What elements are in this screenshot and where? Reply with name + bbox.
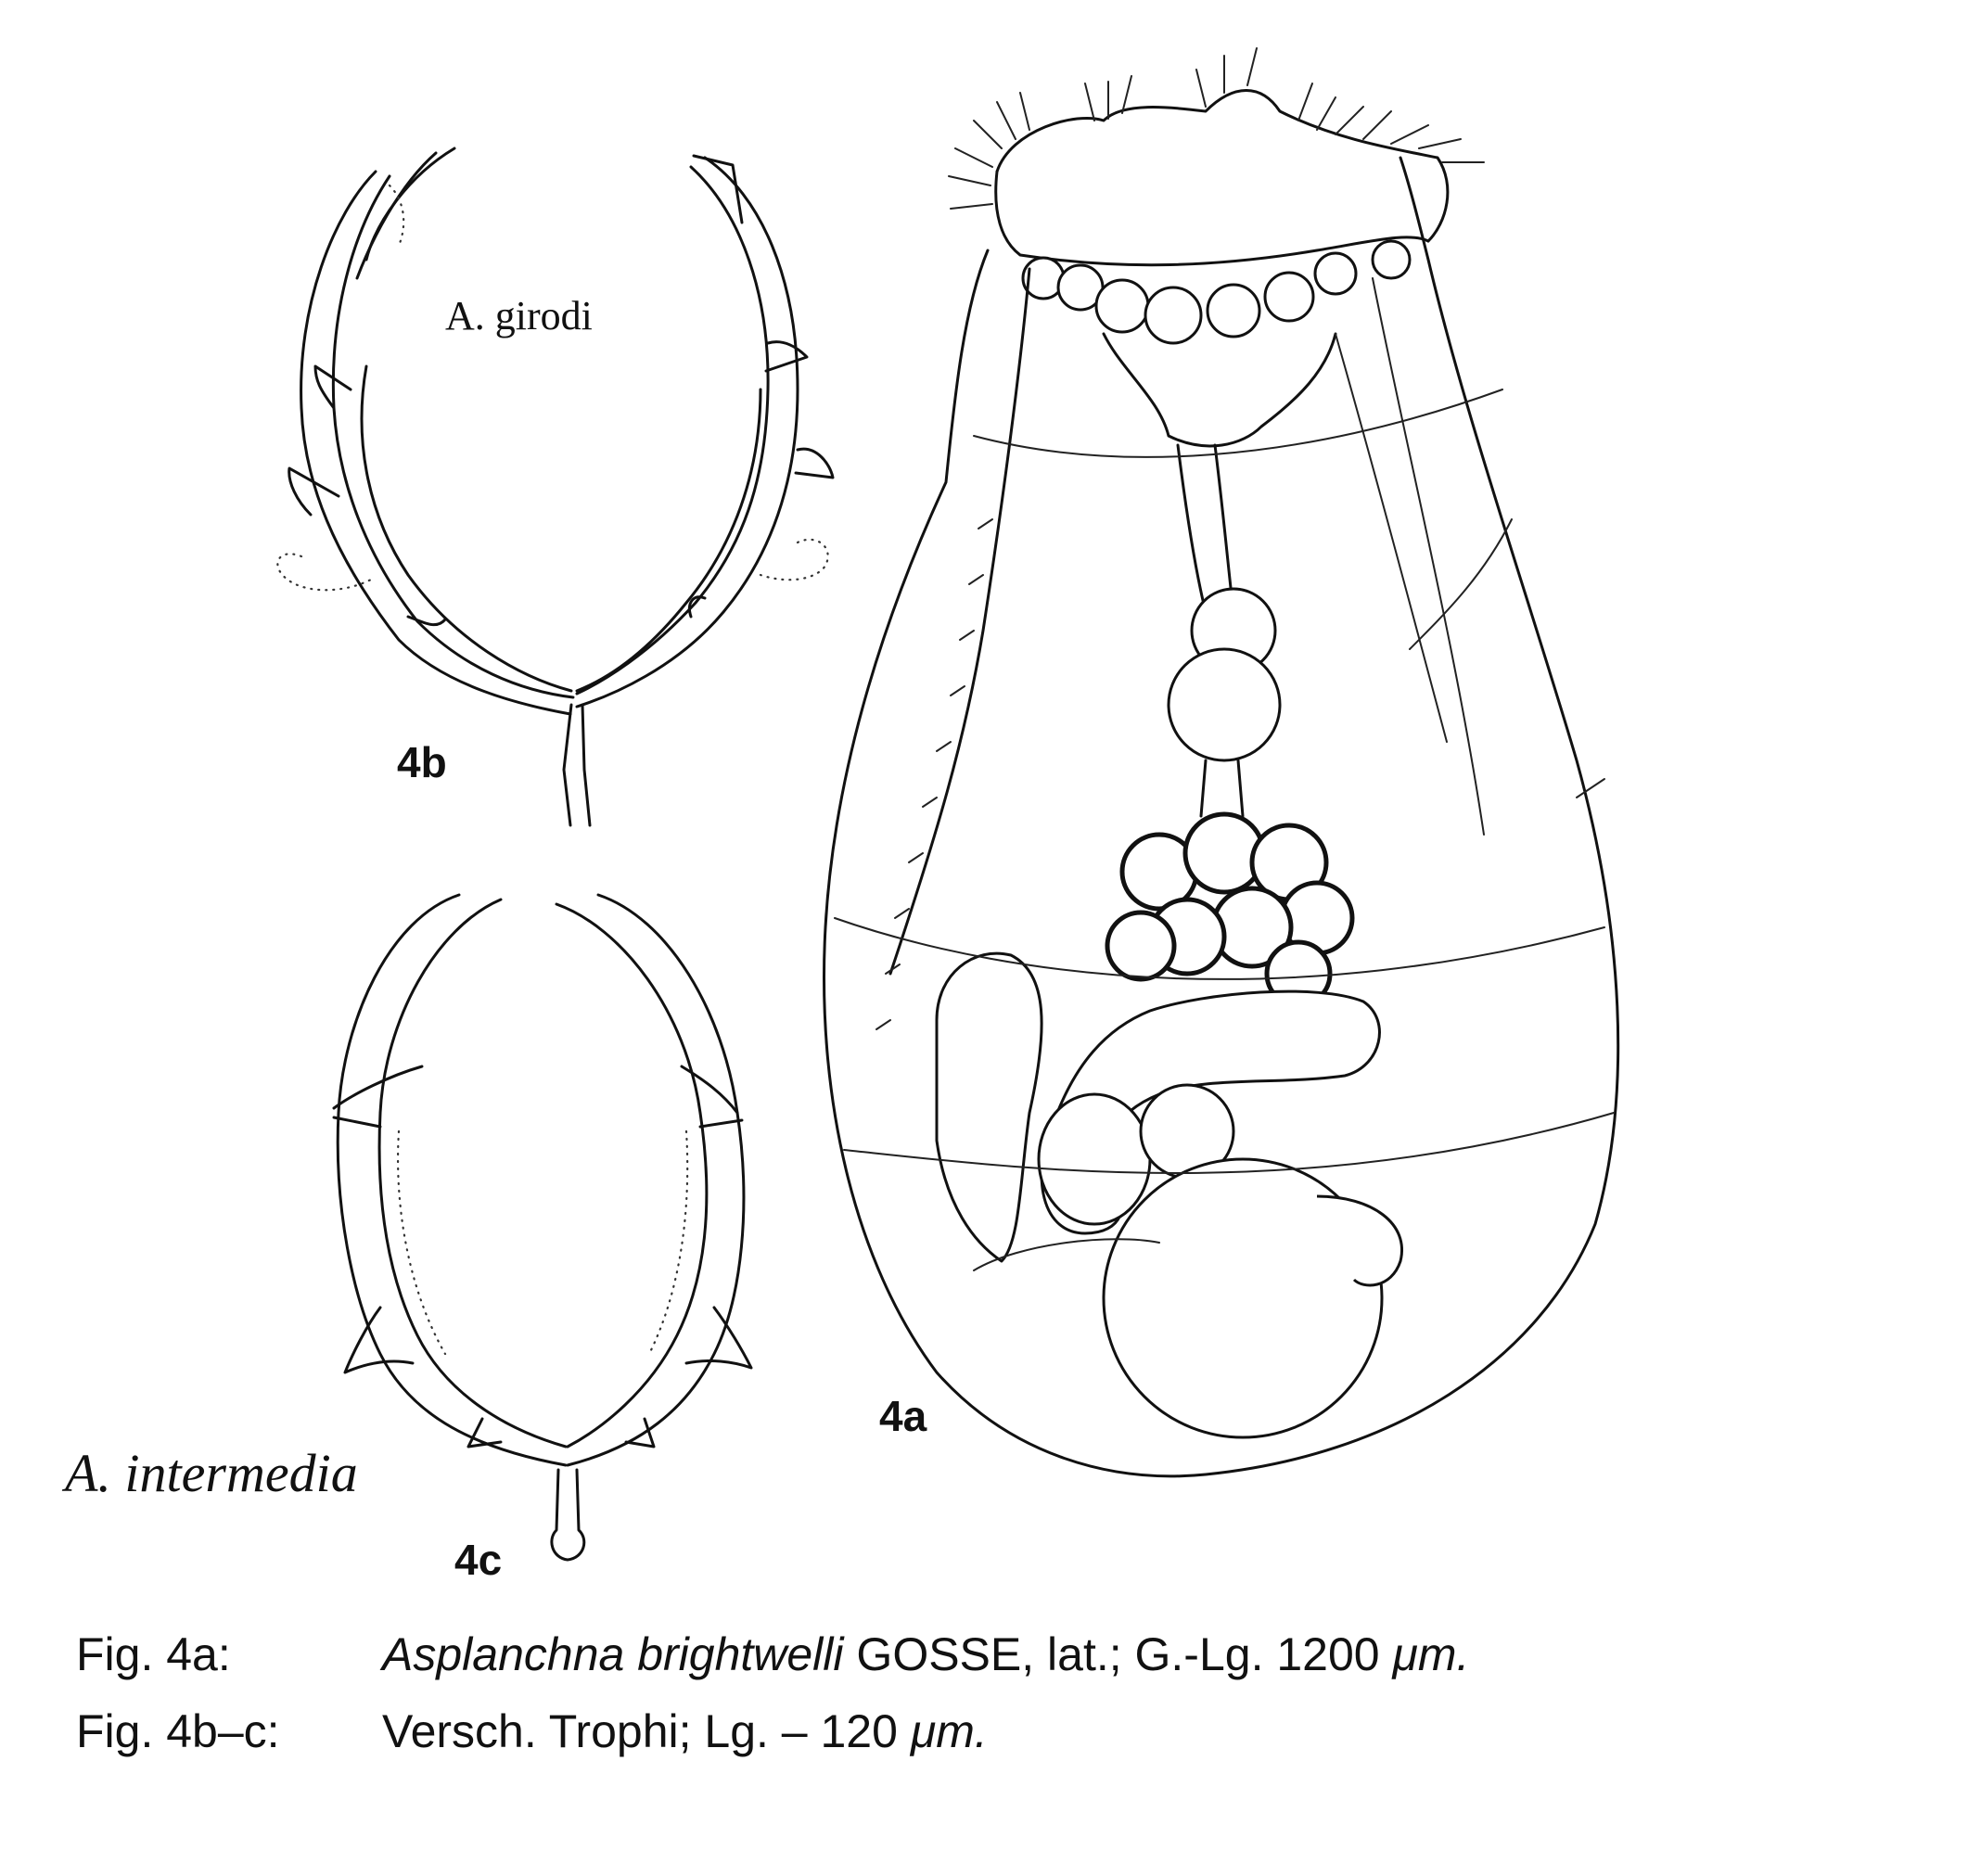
caption-2-figref: Fig. 4b–c:	[76, 1705, 280, 1757]
caption-2-unit: μm.	[910, 1705, 988, 1757]
trophi-4b-drawing	[277, 148, 833, 825]
figure-label-4c: 4c	[454, 1536, 503, 1584]
trophi-4c-drawing	[334, 895, 751, 1560]
caption-line-2-body	[382, 1704, 988, 1758]
species-label-girodi: A. girodi	[445, 293, 593, 338]
figure-label-4a: 4a	[879, 1392, 927, 1440]
caption-2-rest: Versch. Trophi; Lg. – 120	[382, 1705, 898, 1757]
caption-line-2	[76, 1704, 280, 1758]
caption-1-figref: Fig. 4a:	[76, 1628, 231, 1680]
asplanchna-body-drawing	[824, 48, 1618, 1476]
caption-line-1	[76, 1627, 231, 1681]
caption-line-1-body	[382, 1627, 1469, 1681]
caption-1-species: Asplanchna brightwelli	[382, 1628, 844, 1680]
figure-label-4b: 4b	[397, 738, 447, 786]
caption-1-unit: μm.	[1392, 1628, 1470, 1680]
caption-1-rest: GOSSE, lat.; G.-Lg. 1200	[856, 1628, 1380, 1680]
species-label-intermedia: A. intermedia	[65, 1443, 358, 1503]
